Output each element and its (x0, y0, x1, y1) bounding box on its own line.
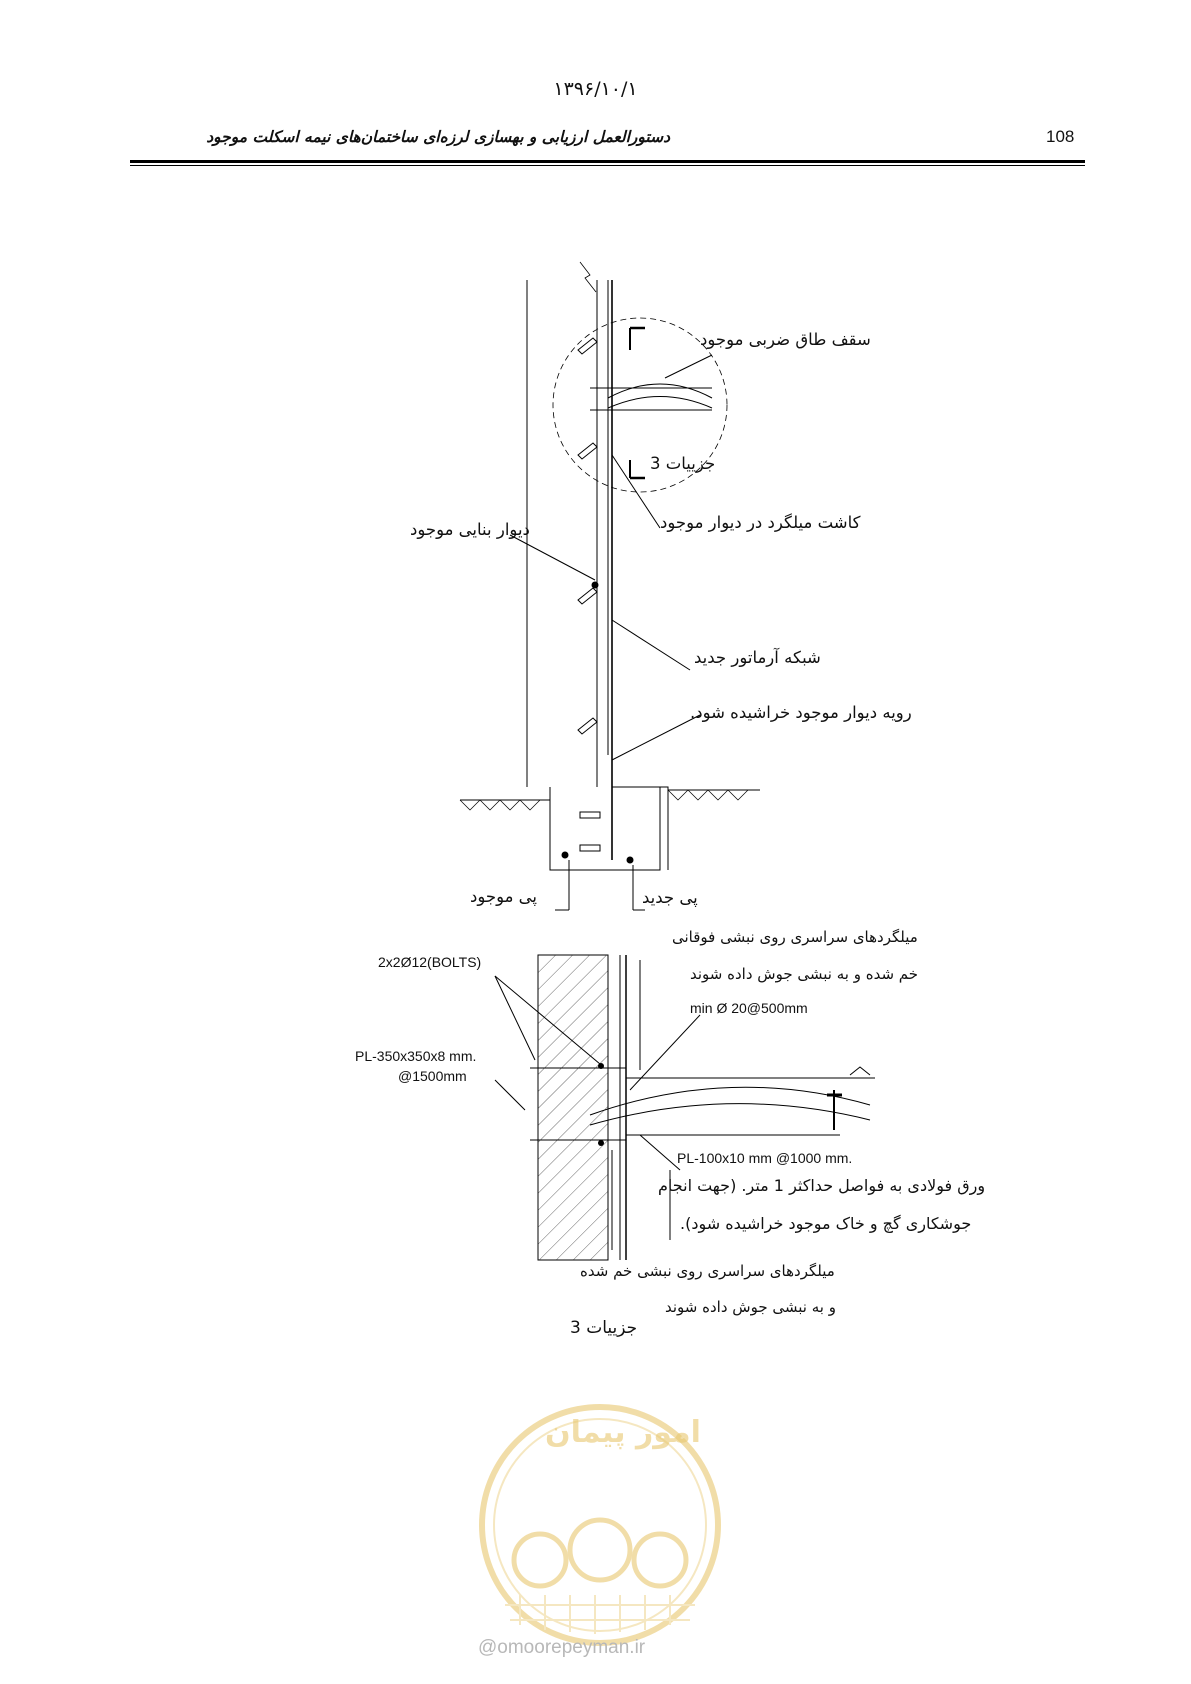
label-plate-size: PL-350x350x8 mm. (355, 1048, 477, 1064)
page-number: 108 (1046, 127, 1075, 146)
label-small-plate: PL-100x10 mm @1000 mm. (677, 1150, 853, 1166)
document-date: ۱۳۹۶/۱۰/۱ (553, 78, 638, 100)
label-vault-ceiling: سقف طاق ضربی موجود (700, 330, 871, 349)
label-new-mesh: شبکه آرماتور جدید (694, 648, 821, 667)
watermark-logo-text: امور پیمان (545, 1415, 701, 1450)
page-title: دستورالعمل ارزیابی و بهسازی لرزه‌ای ساختمان‌های نیمه اسکلت موجود (206, 128, 670, 146)
label-steel-sheet-line2: جوشکاری گچ و خاک موجود خراشیده شود). (680, 1214, 972, 1233)
label-top-bars-line2: خم شده و به نبشی جوش داده شوند (690, 965, 919, 983)
label-bottom-bars-line2: و به نبشی جوش داده شوند (665, 1298, 836, 1316)
label-plate-spacing: @1500mm (398, 1068, 467, 1084)
figure-caption: جزییات 3 (570, 1318, 638, 1338)
label-bolts: 2x2Ø12(BOLTS) (378, 954, 482, 970)
label-top-bars-line1: میلگردهای سراسری روی نبشی فوقانی (672, 928, 918, 946)
label-wall-surface: رویه دیوار موجود خراشیده شود. (690, 703, 912, 722)
label-detail-reference: جزییات 3 (650, 454, 716, 473)
label-bottom-bars-line1: میلگردهای سراسری روی نبشی خم شده (580, 1262, 835, 1280)
label-steel-sheet-line1: ورق فولادی به فواصل حداکثر 1 متر. (جهت انجام (658, 1176, 986, 1195)
label-existing-footing: پی موجود (470, 887, 538, 906)
label-masonry-wall: دیوار بنایی موجود (410, 520, 530, 539)
watermark-site: @omoorepeyman.ir (478, 1637, 646, 1658)
label-min-bar: min Ø 20@500mm (690, 1000, 808, 1016)
label-new-footing: پی جدید (642, 888, 698, 907)
label-rebar-anchor: کاشت میلگرد در دیوار موجود (660, 513, 861, 532)
